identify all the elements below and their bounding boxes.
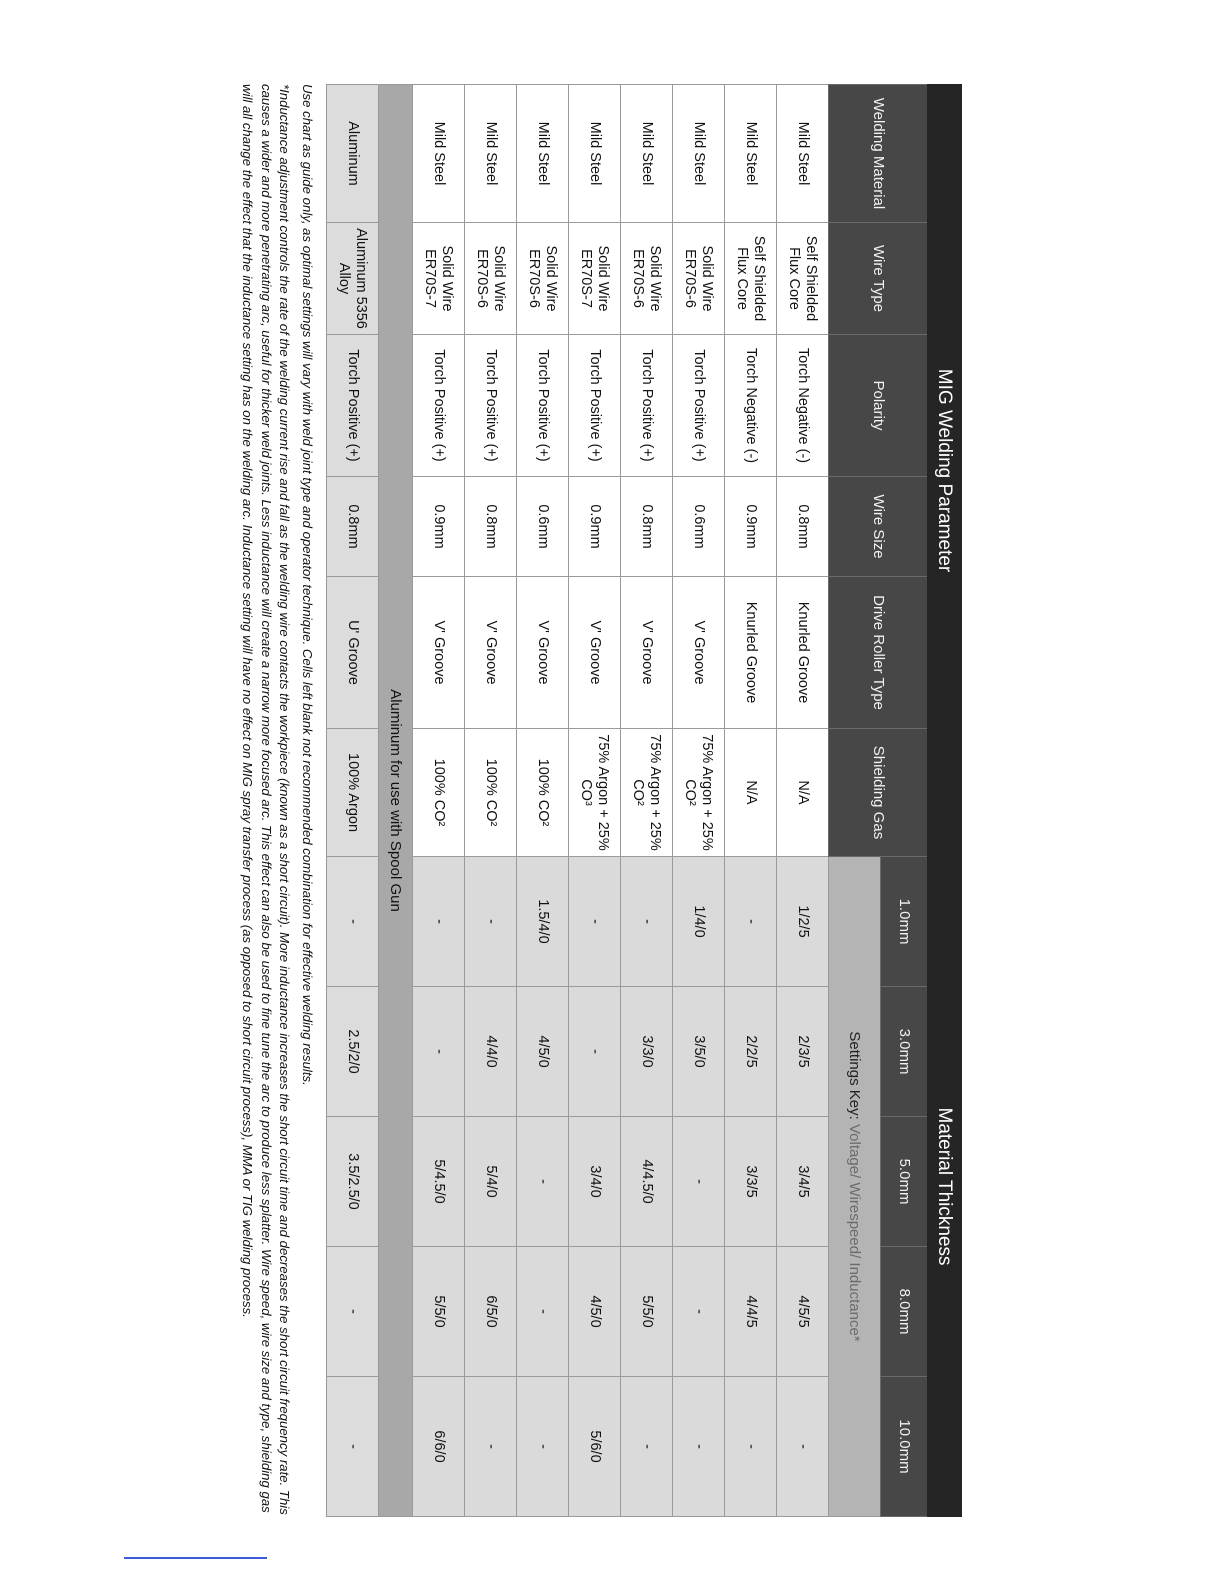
cell-gas: 100% CO² bbox=[517, 729, 569, 857]
cell-gas: 75% Argon + 25% CO² bbox=[673, 729, 725, 857]
cell-10mm: - bbox=[673, 1377, 725, 1517]
note-inductance: *Inductance adjustment controls the rate of the welding current rise and fall as the welding wire contacts the workpiece (known as a short circuit). More inductance increases the short circuit time and decreases the short circuit frequency rate. This causes a wider and more penetrating arc, useful for thicker weld joints. Less inductance will create a narrow more focused arc. This effect can also be used to fine tune the arc to produce less splatter. Wire speed, wire size and type, shielding gas will all change the effect that the inductance setting has on the welding arc. Inductance setting will have no effect on MIG spray transfer process (as opposed to short circuit process), MMA or TIG welding process. bbox=[239, 84, 293, 1515]
header-shielding-gas: Shielding Gas bbox=[829, 729, 928, 857]
cell-5mm: 5/4/0 bbox=[465, 1117, 517, 1247]
cell-10mm: - bbox=[465, 1377, 517, 1517]
cell-1mm: 1.5/4/0 bbox=[517, 857, 569, 987]
cell-10mm: - bbox=[621, 1377, 673, 1517]
mig-parameter-table bbox=[326, 84, 962, 1517]
cell-polarity: Torch Negative (-) bbox=[725, 335, 777, 477]
cell-wire-size: 0.9mm bbox=[569, 477, 621, 577]
cell-wire-type: Solid Wire ER70S-6 bbox=[673, 223, 725, 335]
cell-5mm: 3/4/0 bbox=[569, 1117, 621, 1247]
cell-material: Mild Steel bbox=[413, 85, 465, 223]
cell-wire-size: 0.8mm bbox=[465, 477, 517, 577]
cell-material: Mild Steel bbox=[777, 85, 829, 223]
cell-roller: Knurled Groove bbox=[725, 577, 777, 729]
cell-gas: 100% CO² bbox=[465, 729, 517, 857]
cell-wire-type: Solid Wire ER70S-7 bbox=[413, 223, 465, 335]
cell-wire-size: 0.6mm bbox=[517, 477, 569, 577]
header-welding-material: Welding Material bbox=[829, 85, 928, 223]
cell-10mm: 5/6/0 bbox=[569, 1377, 621, 1517]
cell-8mm: - bbox=[517, 1247, 569, 1377]
header-drive-roller: Drive Roller Type bbox=[829, 577, 928, 729]
table-row bbox=[621, 85, 673, 1517]
table-row bbox=[777, 85, 829, 1517]
cell-5mm: 3/4/5 bbox=[777, 1117, 829, 1247]
cell-gas: N/A bbox=[725, 729, 777, 857]
footer-rule bbox=[124, 1557, 267, 1559]
cell-8mm: - bbox=[673, 1247, 725, 1377]
cell-material: Mild Steel bbox=[673, 85, 725, 223]
cell-8mm: 6/5/0 bbox=[465, 1247, 517, 1377]
settings-key-value: Voltage/ Wirespeed/ Inductance* bbox=[846, 1123, 864, 1342]
cell-polarity: Torch Negative (-) bbox=[777, 335, 829, 477]
cell-3mm: 2/3/5 bbox=[777, 987, 829, 1117]
cell-polarity: Torch Positive (+) bbox=[517, 335, 569, 477]
rotated-page-content bbox=[202, 84, 962, 1516]
cell-8mm: 5/5/0 bbox=[413, 1247, 465, 1377]
header-8mm: 8.0mm bbox=[881, 1247, 928, 1377]
aluminum-row bbox=[327, 85, 379, 1517]
cell-8mm: 4/5/0 bbox=[569, 1247, 621, 1377]
cell-3mm: - bbox=[413, 987, 465, 1117]
cell-10mm: - bbox=[327, 1377, 379, 1517]
cell-polarity: Torch Positive (+) bbox=[327, 335, 379, 477]
cell-wire-type: Self Shielded Flux Core bbox=[725, 223, 777, 335]
cell-10mm: 6/6/0 bbox=[413, 1377, 465, 1517]
cell-10mm: - bbox=[725, 1377, 777, 1517]
cell-polarity: Torch Positive (+) bbox=[673, 335, 725, 477]
cell-material: Aluminum bbox=[327, 85, 379, 223]
cell-roller: V' Groove bbox=[621, 577, 673, 729]
cell-8mm: 5/5/0 bbox=[621, 1247, 673, 1377]
header-wire-type: Wire Type bbox=[829, 223, 928, 335]
header-polarity: Polarity bbox=[829, 335, 928, 477]
cell-roller: U' Groove bbox=[327, 577, 379, 729]
cell-wire-type: Solid Wire ER70S-6 bbox=[465, 223, 517, 335]
cell-5mm: 4/4.5/0 bbox=[621, 1117, 673, 1247]
table-row bbox=[569, 85, 621, 1517]
cell-wire-size: 0.8mm bbox=[327, 477, 379, 577]
cell-8mm: 4/5/5 bbox=[777, 1247, 829, 1377]
cell-1mm: - bbox=[569, 857, 621, 987]
cell-material: Mild Steel bbox=[569, 85, 621, 223]
table-row bbox=[465, 85, 517, 1517]
cell-1mm: - bbox=[465, 857, 517, 987]
cell-polarity: Torch Positive (+) bbox=[621, 335, 673, 477]
cell-wire-size: 0.9mm bbox=[725, 477, 777, 577]
table-row bbox=[725, 85, 777, 1517]
cell-roller: V' Groove bbox=[413, 577, 465, 729]
cell-wire-type: Solid Wire ER70S-6 bbox=[517, 223, 569, 335]
cell-gas: N/A bbox=[777, 729, 829, 857]
cell-5mm: 3/3/5 bbox=[725, 1117, 777, 1247]
table-title: MIG Welding Parameter bbox=[928, 85, 962, 857]
cell-wire-size: 0.9mm bbox=[413, 477, 465, 577]
notes bbox=[237, 84, 316, 1516]
aluminum-section-title: Aluminum for use with Spool Gun bbox=[379, 85, 413, 1517]
cell-wire-type: Solid Wire ER70S-7 bbox=[569, 223, 621, 335]
cell-1mm: - bbox=[327, 857, 379, 987]
cell-10mm: - bbox=[777, 1377, 829, 1517]
cell-material: Mild Steel bbox=[725, 85, 777, 223]
cell-1mm: - bbox=[621, 857, 673, 987]
cell-wire-type: Aluminum 5356 Alloy bbox=[327, 223, 379, 335]
cell-gas: 100% CO² bbox=[413, 729, 465, 857]
cell-3mm: 2.5/2/0 bbox=[327, 987, 379, 1117]
cell-1mm: - bbox=[725, 857, 777, 987]
cell-3mm: 4/4/0 bbox=[465, 987, 517, 1117]
settings-key bbox=[829, 857, 881, 1517]
cell-roller: V' Groove bbox=[673, 577, 725, 729]
cell-material: Mild Steel bbox=[517, 85, 569, 223]
header-10mm: 10.0mm bbox=[881, 1377, 928, 1517]
cell-8mm: - bbox=[327, 1247, 379, 1377]
cell-5mm: - bbox=[673, 1117, 725, 1247]
cell-3mm: 2/2/5 bbox=[725, 987, 777, 1117]
material-thickness-title: Material Thickness bbox=[928, 857, 962, 1517]
cell-wire-size: 0.8mm bbox=[621, 477, 673, 577]
cell-wire-size: 0.8mm bbox=[777, 477, 829, 577]
cell-5mm: 3.5/2.5/0 bbox=[327, 1117, 379, 1247]
cell-1mm: 1/2/5 bbox=[777, 857, 829, 987]
header-1mm: 1.0mm bbox=[881, 857, 928, 987]
cell-3mm: 4/5/0 bbox=[517, 987, 569, 1117]
cell-3mm: 3/3/0 bbox=[621, 987, 673, 1117]
cell-10mm: - bbox=[517, 1377, 569, 1517]
rows-body bbox=[413, 85, 829, 1517]
cell-polarity: Torch Positive (+) bbox=[413, 335, 465, 477]
cell-wire-type: Solid Wire ER70S-6 bbox=[621, 223, 673, 335]
cell-wire-size: 0.6mm bbox=[673, 477, 725, 577]
cell-5mm: 5/4.5/0 bbox=[413, 1117, 465, 1247]
cell-material: Mild Steel bbox=[621, 85, 673, 223]
header-5mm: 5.0mm bbox=[881, 1117, 928, 1247]
cell-5mm: - bbox=[517, 1117, 569, 1247]
table-row bbox=[517, 85, 569, 1517]
table-row bbox=[673, 85, 725, 1517]
cell-roller: V' Groove bbox=[569, 577, 621, 729]
header-3mm: 3.0mm bbox=[881, 987, 928, 1117]
settings-key-label: Settings Key: bbox=[846, 1031, 864, 1124]
cell-3mm: 3/5/0 bbox=[673, 987, 725, 1117]
cell-gas: 100% Argon bbox=[327, 729, 379, 857]
cell-gas: 75% Argon + 25% CO² bbox=[621, 729, 673, 857]
cell-wire-type: Self Shielded Flux Core bbox=[777, 223, 829, 335]
cell-roller: V' Groove bbox=[465, 577, 517, 729]
header-wire-size: Wire Size bbox=[829, 477, 928, 577]
note-guide: Use chart as guide only, as optimal settings will vary with weld joint type and operator technique. Cells left blank not recommended combination for effective welding results. bbox=[300, 84, 315, 1086]
cell-polarity: Torch Positive (+) bbox=[465, 335, 517, 477]
cell-8mm: 4/4/5 bbox=[725, 1247, 777, 1377]
table-row bbox=[413, 85, 465, 1517]
cell-material: Mild Steel bbox=[465, 85, 517, 223]
cell-gas: 75% Argon + 25% CO³ bbox=[569, 729, 621, 857]
cell-1mm: - bbox=[413, 857, 465, 987]
cell-roller: V' Groove bbox=[517, 577, 569, 729]
cell-roller: Knurled Groove bbox=[777, 577, 829, 729]
cell-3mm: - bbox=[569, 987, 621, 1117]
cell-1mm: 1/4/0 bbox=[673, 857, 725, 987]
cell-polarity: Torch Positive (+) bbox=[569, 335, 621, 477]
